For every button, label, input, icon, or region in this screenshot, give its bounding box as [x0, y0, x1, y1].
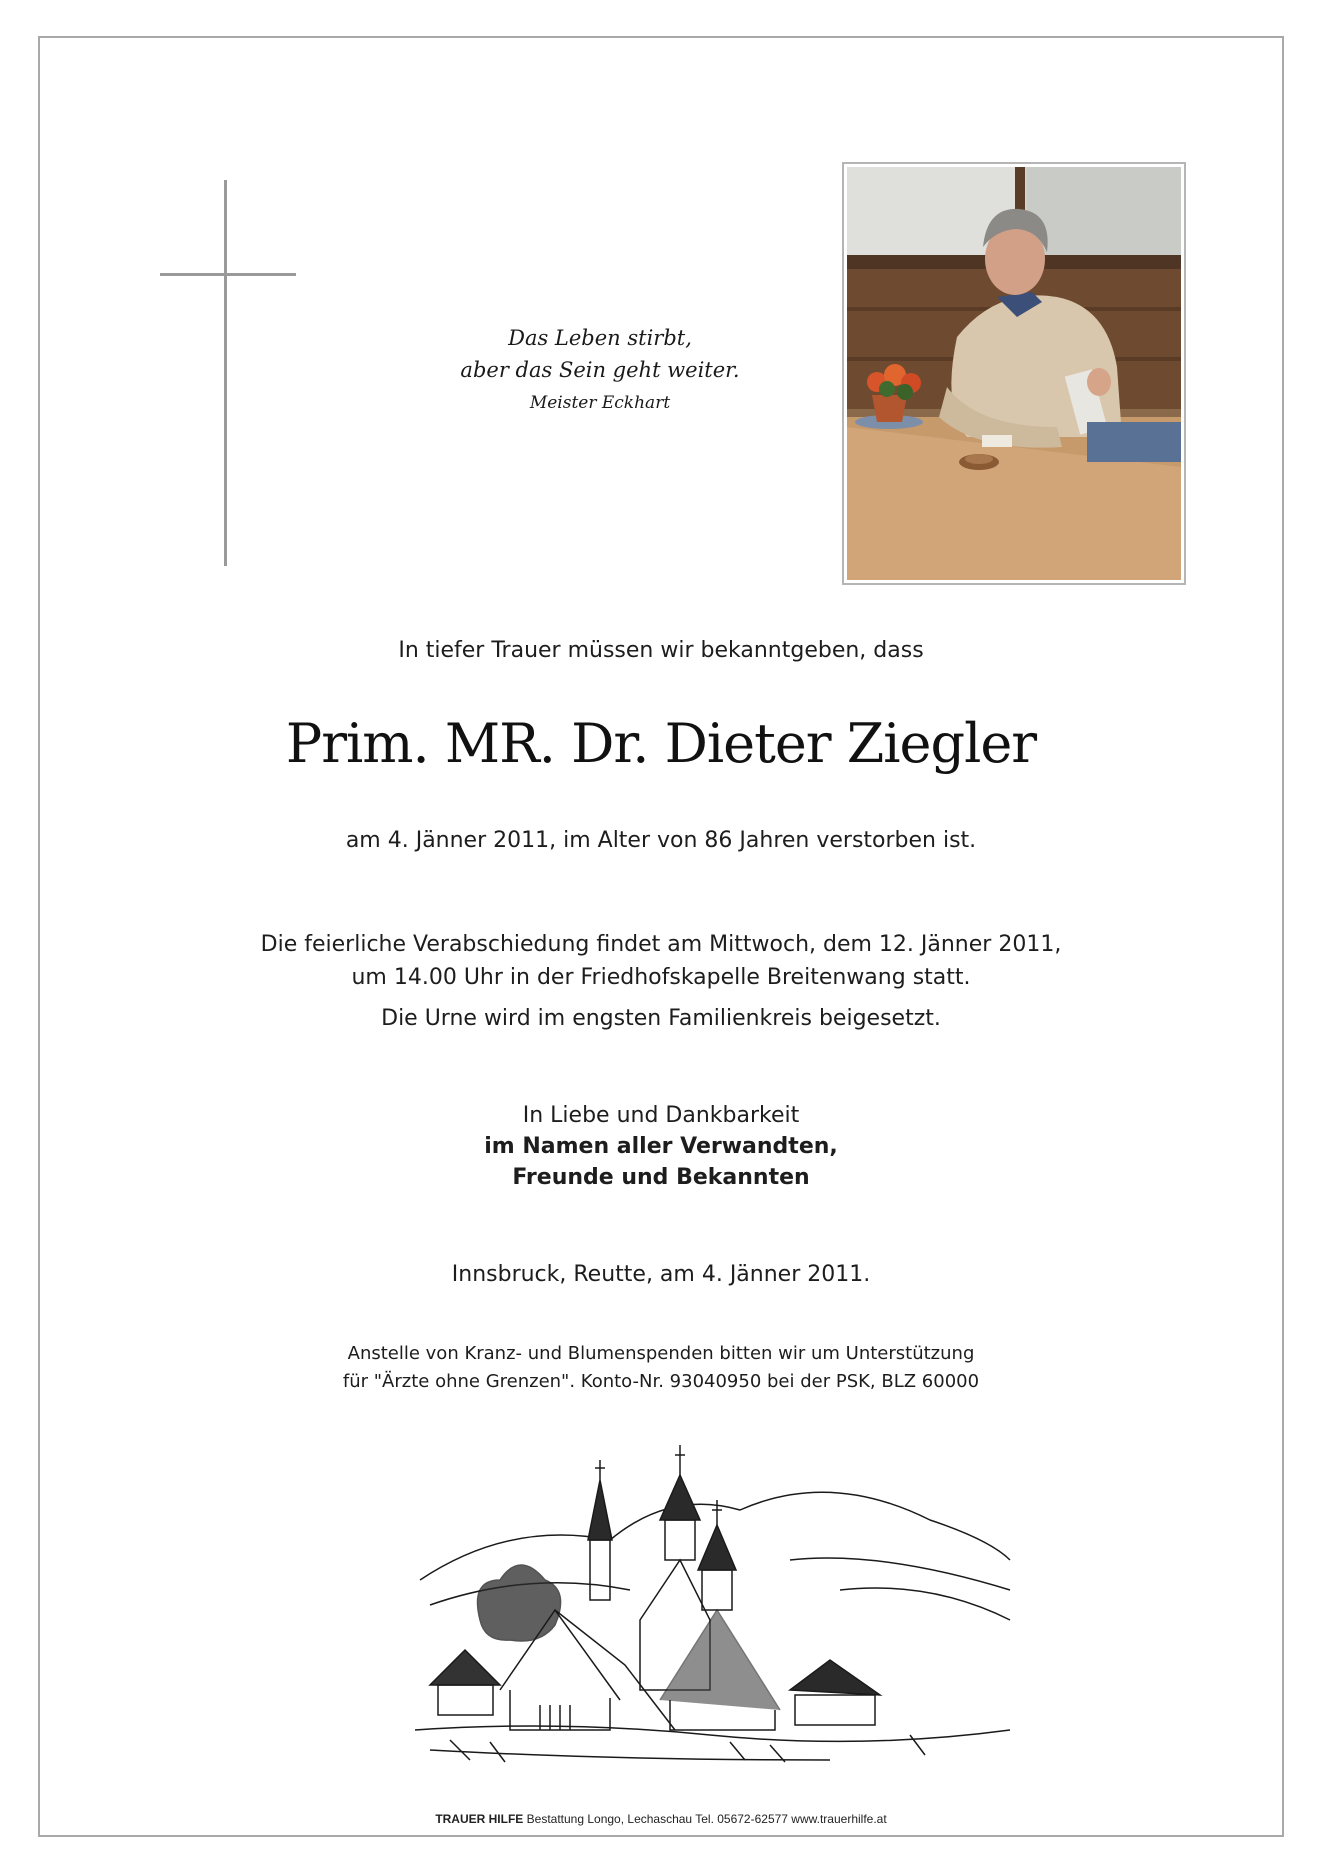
closing-line-2: im Namen aller Verwandten, — [484, 1134, 838, 1159]
quote-line-1: Das Leben stirbt, — [508, 326, 692, 350]
place-date: Innsbruck, Reutte, am 4. Jänner 2011. — [451, 1262, 871, 1287]
closing-line-3: Freunde und Bekannten — [512, 1165, 810, 1190]
intro-text: In tiefer Trauer müssen wir bekanntgeben, dass — [398, 638, 924, 663]
cross-icon — [224, 180, 227, 566]
closing-block — [38, 1100, 1284, 1193]
death-line: am 4. Jänner 2011, im Alter von 86 Jahren verstorben ist. — [345, 828, 977, 853]
donation-line-1: Anstelle von Kranz- und Blumenspenden bitten wir um Unterstützung — [347, 1343, 975, 1364]
cross-icon-bar — [160, 273, 296, 276]
footer-brand: TRAUER HILFE — [435, 1812, 524, 1826]
urn-line: Die Urne wird im engsten Familienkreis beigesetzt. — [381, 1006, 941, 1031]
donation-note — [38, 1340, 1284, 1396]
church-sketch — [410, 1430, 1020, 1770]
closing-line-1: In Liebe und Dankbarkeit — [522, 1103, 800, 1128]
ceremony-line-2: um 14.00 Uhr in der Friedhofskapelle Breitenwang statt. — [351, 965, 971, 990]
donation-line-2: für "Ärzte ohne Grenzen". Konto-Nr. 93040950 bei der PSK, BLZ 60000 — [342, 1371, 980, 1392]
deceased-name: Prim. MR. Dr. Dieter Ziegler — [285, 712, 1037, 775]
portrait-image — [847, 167, 1181, 580]
quote-block — [420, 322, 780, 418]
ceremony-text — [38, 928, 1284, 994]
footer — [38, 1812, 1284, 1826]
footer-details: Bestattung Longo, Lechaschau Tel. 05672-62577 www.trauerhilfe.at — [523, 1812, 887, 1826]
quote-author: Meister Eckhart — [529, 393, 671, 413]
portrait-photo — [842, 162, 1186, 585]
ceremony-line-1: Die feierliche Verabschiedung findet am Mittwoch, dem 12. Jänner 2011, — [260, 932, 1062, 957]
quote-line-2: aber das Sein geht weiter. — [460, 358, 740, 382]
